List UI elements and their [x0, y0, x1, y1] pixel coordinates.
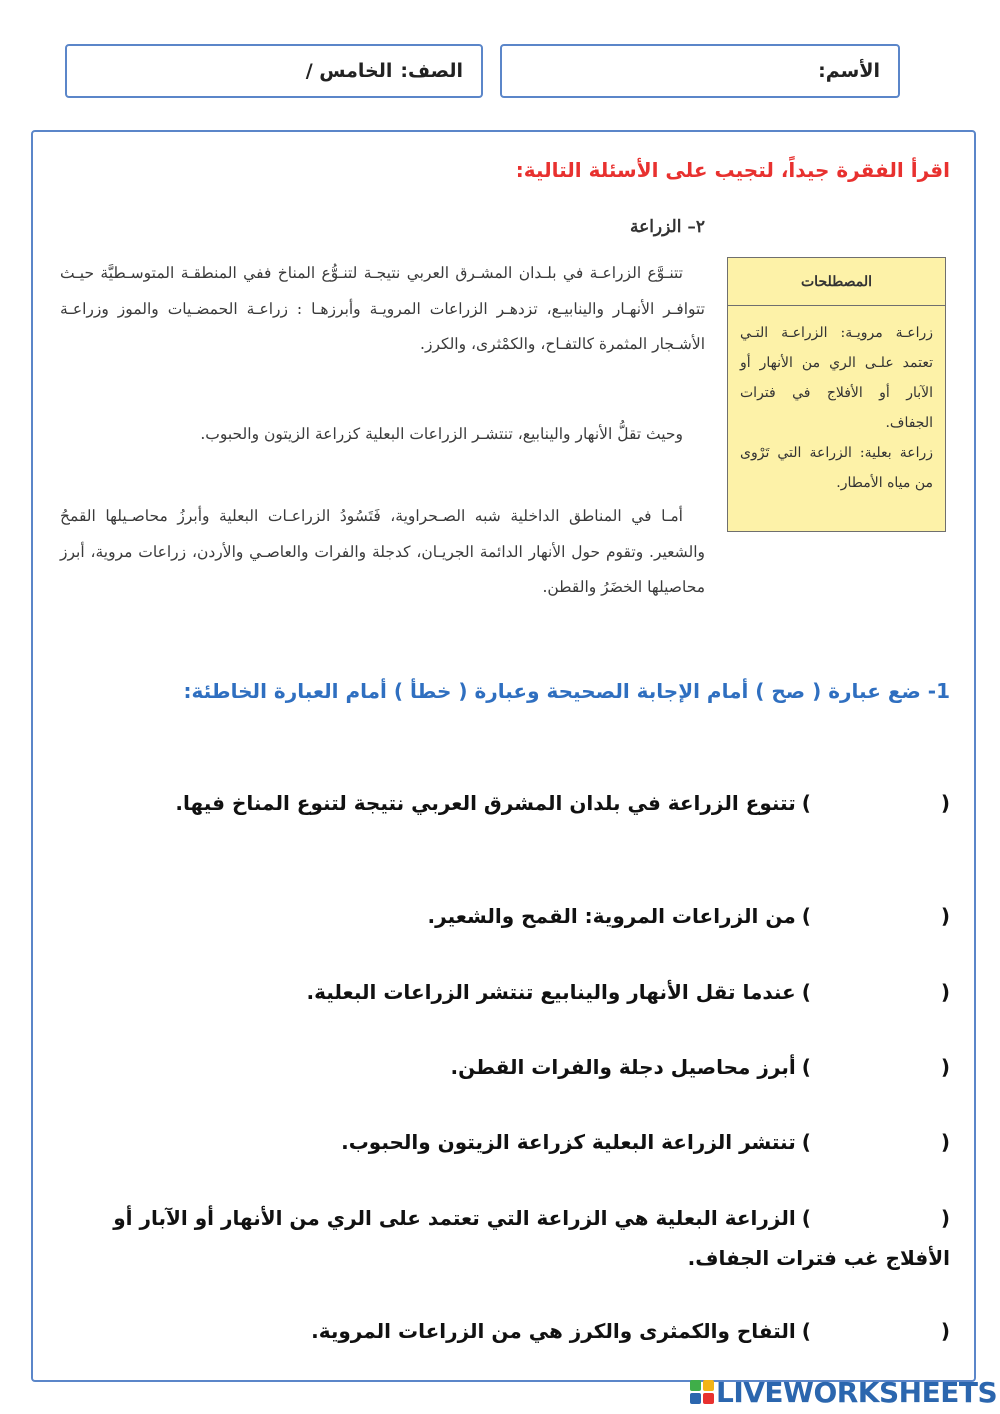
logo-text: LIVEWORKSHEETS	[716, 1375, 998, 1409]
class-value: الخامس /	[305, 60, 393, 82]
passage-paragraph-3: أمـا في المناطق الداخلية شبه الصـحراوية، فَتَسُودُ الزراعـات البعلية وأبرزُ محاصـيلها القمحُ والشعير. وتقوم حول الأنهار الدائمة الجريـان، كدجلة والفرات والعاصـي والأردن، زراعات مروية، أبرز محاصيلها الخضَرُ والقطن.	[60, 507, 705, 596]
statement-2: ()من الزراعات المروية: القمح والشعير.	[427, 904, 950, 928]
statement-6: ()الزراعة البعلية هي الزراعة التي تعتمد على الري من الأنهار أو الآبار أو الأفلاج غب فترات الجفاف.	[113, 1206, 950, 1270]
task-instruction: 1- ضع عبارة ( صح ) أمام الإجابة الصحيحة وعبارة ( خطأ ) أمام العبارة الخاطئة:	[183, 679, 950, 703]
glossary-title: المصطلحات	[728, 258, 945, 306]
glossary-definition-rainfed: زراعة بعلية: الزراعة التي تَرْوى من مياه الأمطار.	[740, 445, 933, 491]
name-field[interactable]	[500, 44, 900, 98]
glossary-box	[727, 257, 946, 532]
logo-icon	[690, 1380, 714, 1404]
statement-1: ()تتنوع الزراعة في بلدان المشرق العربي نتيجة لتنوع المناخ فيها.	[175, 791, 950, 815]
statement-7: ()التفاح والكمثرى والكرز هي من الزراعات المروية.	[311, 1319, 950, 1343]
instruction-text: اقرأ الفقرة جيداً، لتجيب على الأسئلة التالية:	[515, 158, 950, 182]
section-title: ٢– الزراعة	[629, 217, 705, 237]
passage-paragraph-1: تتنـوَّع الزراعـة في بلـدان المشـرق العربي نتيجـة لتنـوُّع المناخ ففي المنطقـة المتوسـطيَّة حيـث تتوافـر الأنهـار والينابيـع، تزدهـر الزراعات المرويـة وأبرزهـا : زراعـة الحمضـيات والموز وزراعـة الأشـجار المثمرة كالتفـاح، والكمْثرى، والكرز.	[60, 264, 705, 353]
statement-5: ()تنتشر الزراعة البعلية كزراعة الزيتون والحبوب.	[341, 1130, 950, 1154]
passage-paragraph-2: وحيث تقلُّ الأنهار والينابيع، تنتشـر الزراعات البعلية كزراعة الزيتون والحبوب.	[200, 425, 683, 443]
class-field[interactable]	[65, 44, 483, 98]
statement-3: ()عندما تقل الأنهار والينابيع تنتشر الزراعات البعلية.	[306, 980, 950, 1004]
statement-4: ()أبرز محاصيل دجلة والفرات القطن.	[450, 1055, 950, 1079]
class-label: الصف:	[400, 60, 463, 82]
name-label: الأسم:	[818, 60, 880, 82]
glossary-definition-irrigated: زراعـة مرويـة: الزراعـة التـي تعتمد علـى الري من الأنهار أو الآبار أو الأفلاج في فترات الجفاف.	[740, 325, 933, 431]
liveworksheets-logo	[690, 1375, 997, 1409]
